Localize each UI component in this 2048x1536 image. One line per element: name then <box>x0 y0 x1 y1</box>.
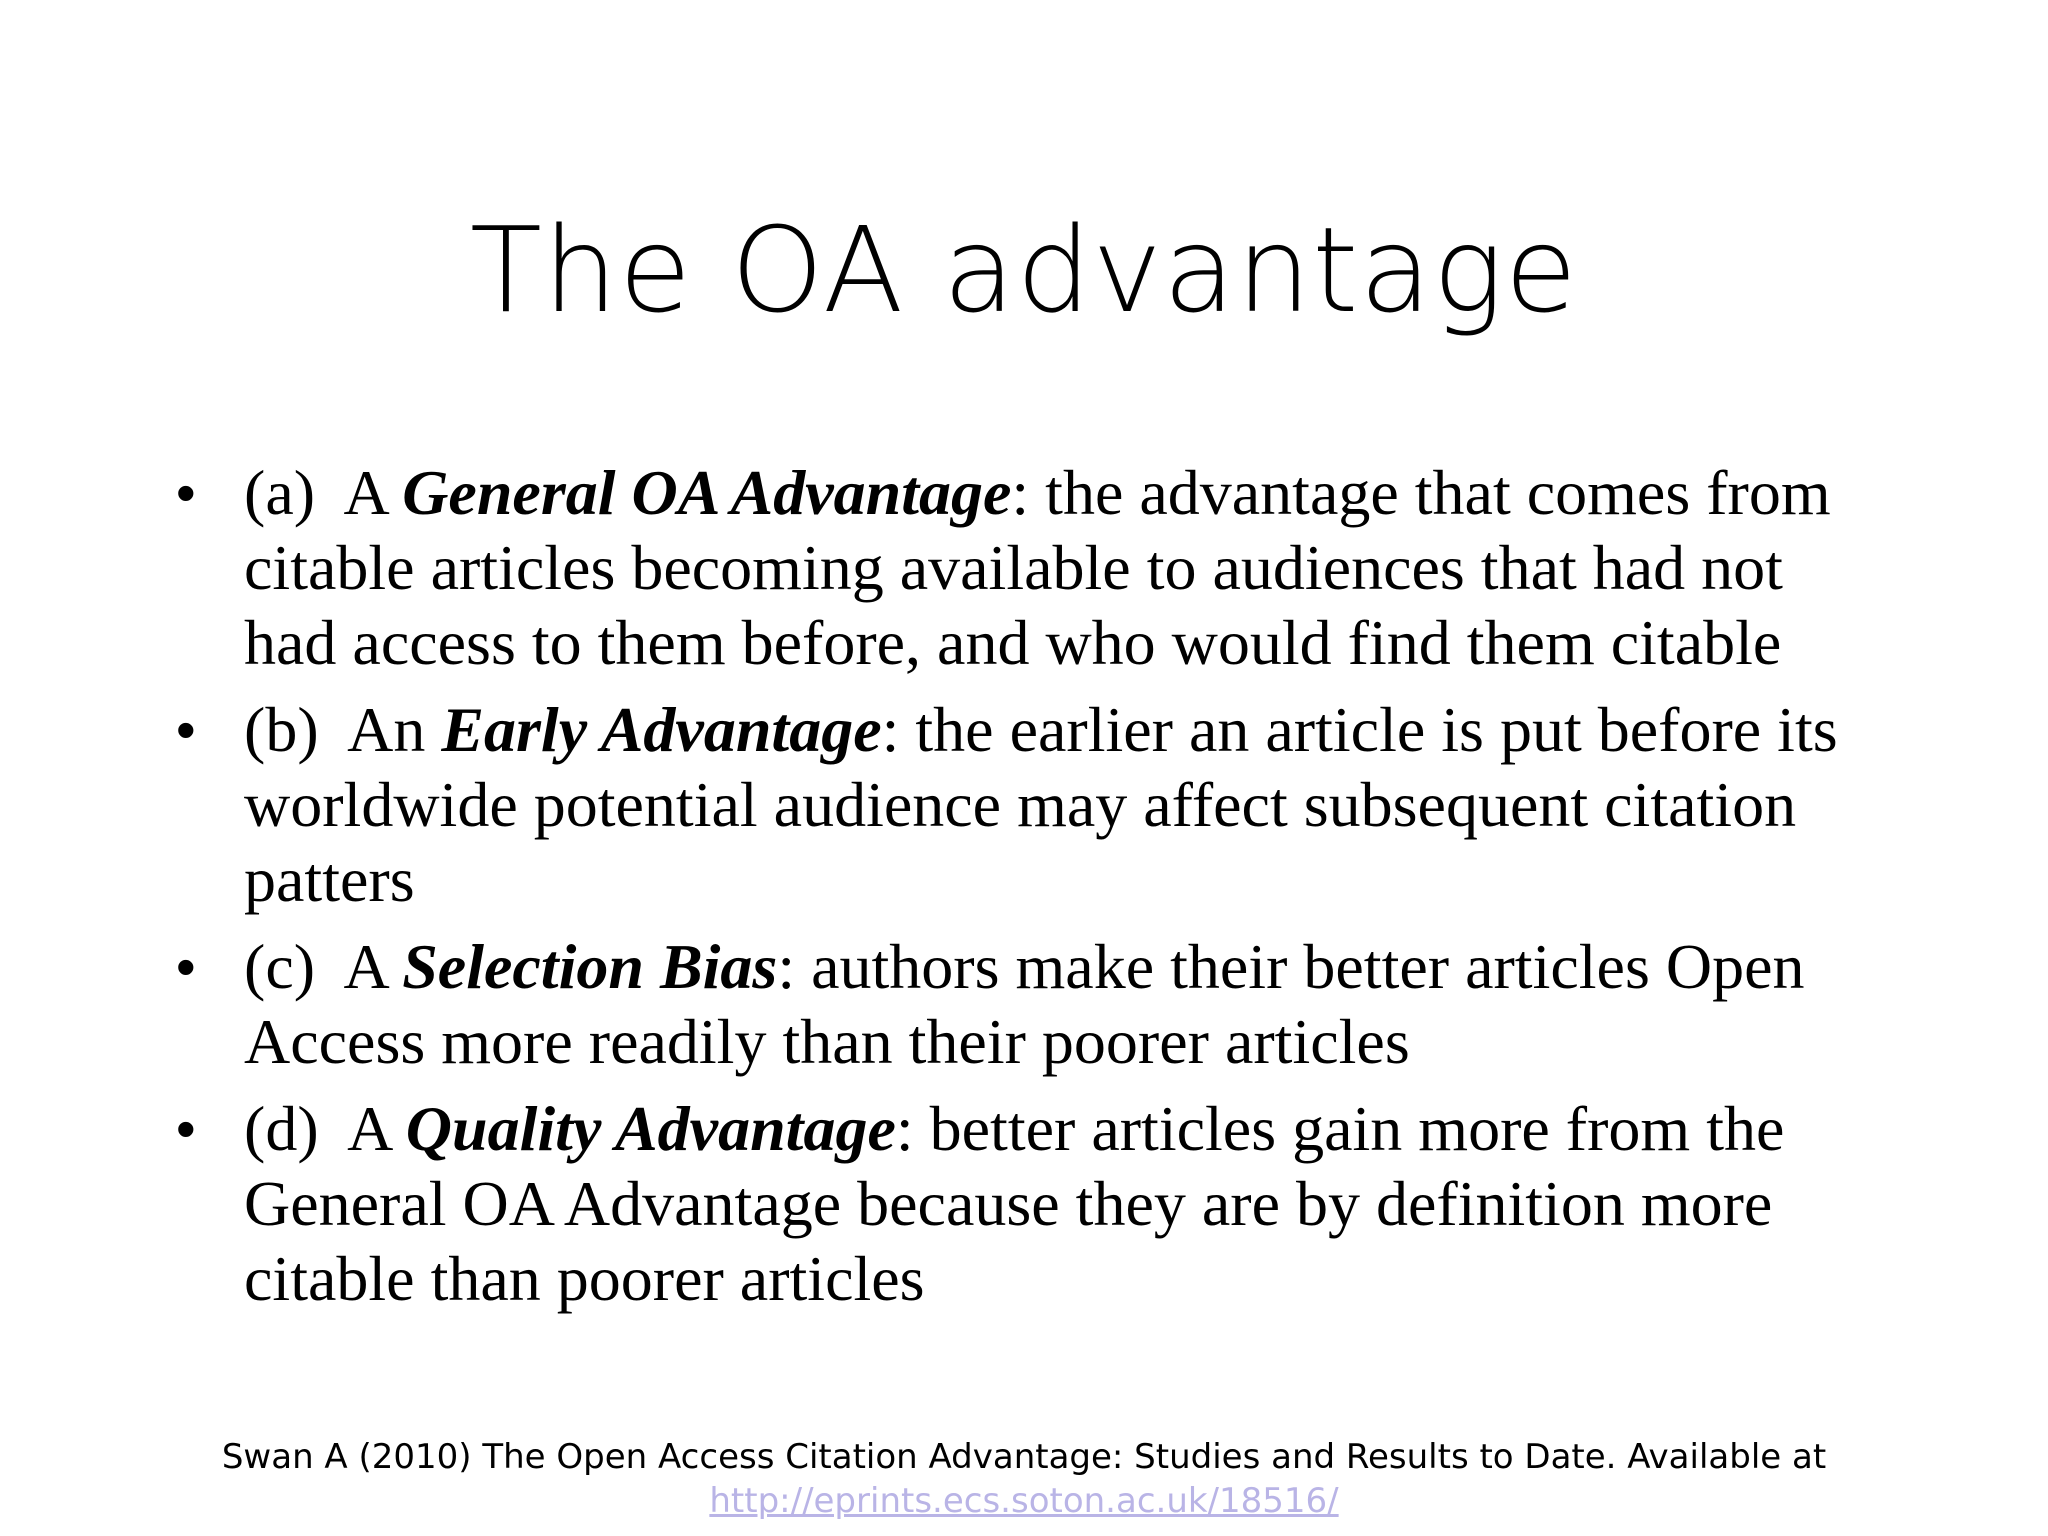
bullet-term: General OA Advantage <box>402 457 1012 528</box>
bullet-term: Early Advantage <box>441 694 882 765</box>
bullet-term: Selection Bias <box>402 931 778 1002</box>
bullet-term: Quality Advantage <box>405 1093 896 1164</box>
bullet-marker: • <box>176 698 196 761</box>
bullet-item-d <box>176 1091 1876 1316</box>
bullet-list <box>176 455 1876 1328</box>
bullet-marker: • <box>176 1097 196 1160</box>
bullet-prefix: (b) An <box>244 694 442 765</box>
citation <box>0 1435 2048 1523</box>
bullet-marker: • <box>176 461 196 524</box>
bullet-prefix: (c) A <box>244 931 403 1002</box>
bullet-text: : authors make their better articles Open Access more readily than their poorer articles <box>244 931 1805 1077</box>
bullet-item-b <box>176 692 1876 917</box>
bullet-text: : the earlier an article is put before its worldwide potential audience may affect subsequent citation patters <box>244 694 1838 915</box>
slide-title: The OA advantage <box>469 201 1579 339</box>
citation-link[interactable]: http://eprints.ecs.soton.ac.uk/18516/ <box>709 1481 1339 1521</box>
bullet-item-a <box>176 455 1876 680</box>
bullet-item-c <box>176 929 1876 1079</box>
citation-text: Swan A (2010) The Open Access Citation Advantage: Studies and Results to Date. Available at <box>221 1437 1827 1477</box>
bullet-prefix: (d) A <box>244 1093 406 1164</box>
bullet-marker: • <box>176 935 196 998</box>
bullet-prefix: (a) A <box>244 457 403 528</box>
bullet-text: : better articles gain more from the General OA Advantage because they are by definition more citable than poorer articles <box>244 1093 1785 1314</box>
bullet-text: : the advantage that comes from citable articles becoming available to audiences that had not had access to them before, and who would find them citable <box>244 457 1831 678</box>
